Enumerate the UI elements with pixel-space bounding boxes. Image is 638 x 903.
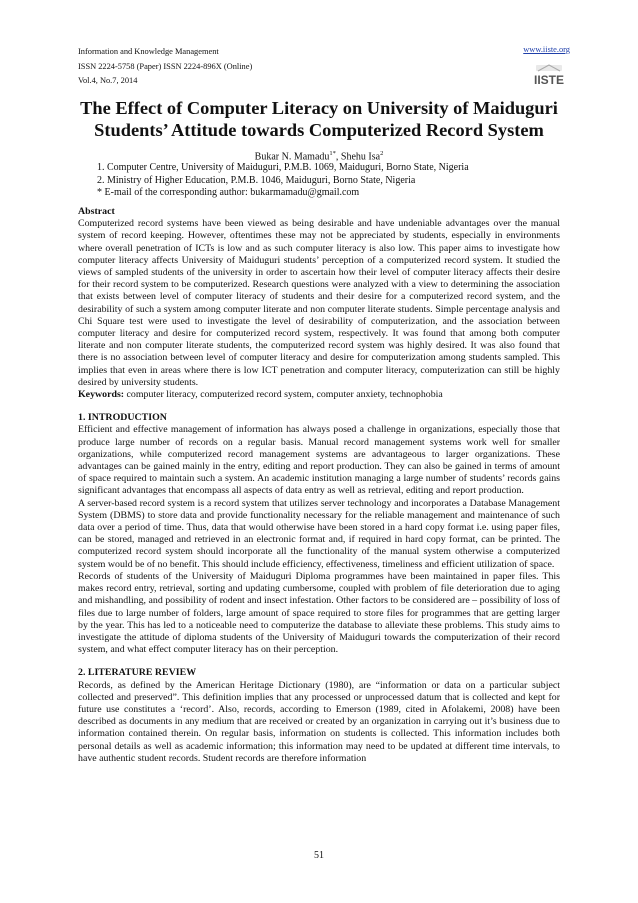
author-2: Shehu Isa xyxy=(340,151,381,163)
journal-issn: ISSN 2224-5758 (Paper) ISSN 2224-896X (Online) xyxy=(78,61,253,71)
iiste-logo-icon xyxy=(532,62,566,94)
author-separator: , xyxy=(335,151,341,163)
section-1-paragraph: Efficient and effective management of information has always posed a challenge in organizations, especially those that produce large number of records on a regular basis. Manual record management systems work well for smaller organizations, while computerized record management systems are advantageous to larger organizations. These advantages can be gained mainly in the entry, editing and report production. They can also be gained in terms of amount of space required to maintain such a system. An academic institution managing a large number of students’ records gains significant advantages that encompass all aspects of data entry as well as retrieval, editing and report production. xyxy=(78,424,560,497)
website-link[interactable]: www.iiste.org xyxy=(523,45,570,54)
page-number: 51 xyxy=(314,850,324,861)
author-1-mark: 1* xyxy=(329,150,336,157)
affiliation-2: 2. Ministry of Higher Education, P.M.B. 1046, Maiduguri, Borno State, Nigeria xyxy=(97,174,416,186)
corresponding-email: * E-mail of the corresponding author: bukarmamadu@gmail.com xyxy=(97,187,360,199)
paper-body xyxy=(78,206,560,765)
author-2-mark: 2 xyxy=(380,150,384,157)
section-1-heading: 1. INTRODUCTION xyxy=(78,412,167,424)
journal-volume: Vol.4, No.7, 2014 xyxy=(78,76,138,86)
keywords-label: Keywords: xyxy=(78,389,125,401)
abstract-heading: Abstract xyxy=(78,206,115,217)
affiliation-1: 1. Computer Centre, University of Maiduguri, P.M.B. 1069, Maiduguri, Borno State, Nigeria xyxy=(97,162,469,173)
journal-name: Information and Knowledge Management xyxy=(78,47,219,56)
logo-text: IISTE xyxy=(533,73,565,87)
abstract-text: Computerized record systems have been viewed as being desirable and have undeniable advantages over the manual system of record keeping. However, oftentimes these may not be appreciated by students, especially in environments where overall penetration of ICTs is low and as such computer literacy is also low. This paper aims to investigate how computer literacy affects University of Maiduguri students’ perception of a computerized record system. It studied the views of sampled students of the university in order to ascertain how their level of computer literacy affects their desire for their record system to be computerized. Research questions were analyzed with a view to determining the association that exists between level of computer literacy of students and their desire for a computerized record system, and the desirability of such a system among computer literate and non computer literate students. Simple percentage analysis and Chi Square test were used to investigate the level of desirability of computerization, and the association between computer literacy and desire for computerized record system, respectively. It was found that among both computer literate and non computer literate students, the computerized record system was highly desired. It was also found that there is no association between level of computer literacy and desire for computerization among students sampled. This implies that even in areas where there is low ICT penetration and computer literacy, computerization can still be highly desired by university students. xyxy=(78,218,560,388)
section-2-heading: 2. LITERATURE REVIEW xyxy=(78,667,197,679)
author-1: Bukar N. Mamadu xyxy=(254,151,330,163)
affiliations xyxy=(97,162,469,200)
section-1-paragraph: A server-based record system is a record system that utilizes server technology and incorporates a Database Management System (DBMS) to store data and provide functionality necessary for the reliable management and maintenance of such data over a period of time. Thus, data that would otherwise have been stored in a hard copy format i.e. using paper files, can be stored, managed and retrieved in an electronic format and, if required in hard copy format, can be printed. The computerized record system should incorporate all the functionality of the manual system otherwise a computerized system would be of no benefit. This should include efficiency, effectiveness, timeliness and efficient utilization of space. xyxy=(78,497,560,570)
keywords-list: computer literacy, computerized record system, computer anxiety, technophobia xyxy=(124,389,443,401)
keywords xyxy=(78,389,560,401)
author-line xyxy=(0,150,638,162)
section-1-paragraph: Records of students of the University of Maiduguri Diploma programmes have been maintained in paper files. This makes record entry, retrieval, sorting and updating cumbersome, coupled with problem of file deterioration due to aging and mishandling, and possibility of rodent and insect infestation. Other factors to be considered are – possibility of loss of files due to large number of folders, large amount of space required to store files for programmes that are getting larger by the year. This has led to a noticeable need to computerize the database to alleviate these problems. This study aims to investigate the attitude of diploma students of the University of Maiduguri towards the computerization of their record system, and what effect computer literacy has on their perception. xyxy=(78,570,560,656)
section-2-paragraph: Records, as defined by the American Heritage Dictionary (1980), are “information or data on a particular subject collected and preserved”. This definition implies that any processed or unprocessed datum that is collected and kept for future use constitutes a ‘record’. Also, records, according to Emerson (1989, cited in Afolakemi, 2008) have been described as documents in any medium that are received or created by an organization in carrying out it’s business due to information contained therein. On regular basis, information on students is collected. This information includes both personal details as well as academic information; this information may need to be updated at different time intervals, to have authentic student records. Student records are therefore information xyxy=(78,679,560,764)
journal-header xyxy=(78,45,252,89)
paper-title: The Effect of Computer Literacy on University of Maiduguri Students’ Attitude towards Computerized Record System xyxy=(80,98,558,140)
